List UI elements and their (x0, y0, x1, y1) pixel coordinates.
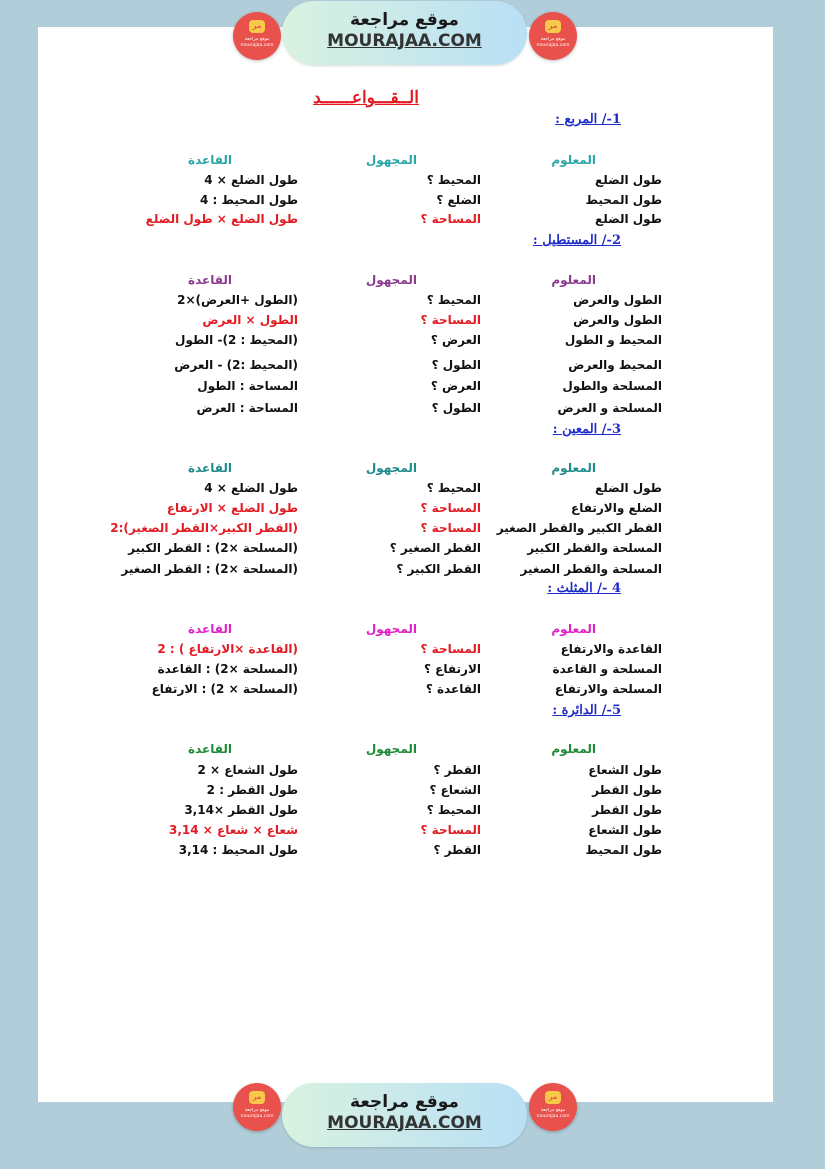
row-unknown: القطر الكبير ؟ (396, 562, 481, 576)
row-known: المحيط والعرض (568, 358, 662, 372)
logo-badge: ﻣﺮ (249, 1091, 265, 1104)
section-title-circle: 5-/ الدائرة : (552, 703, 621, 718)
logo-text: موقع مراجعة mourajaa.com (240, 1108, 274, 1119)
row-unknown: الطول ؟ (431, 401, 481, 415)
logo-badge: ﻣﺮ (545, 1091, 561, 1104)
row-known: القطر الكبير والقطر الصغير (496, 521, 662, 535)
logo-text: موقع مراجعة mourajaa.com (536, 37, 570, 48)
row-unknown: الضلع ؟ (436, 193, 481, 207)
row-rule: شعاع × شعاع × 3,14 (169, 823, 298, 837)
row-rule: طول المحيط : 3,14 (178, 843, 298, 857)
site-logo-bottom-left[interactable] (233, 1083, 281, 1131)
row-unknown: المحيط ؟ (426, 293, 481, 307)
row-unknown: المساحة ؟ (420, 521, 481, 535)
row-rule: طول الضلع × 4 (204, 481, 298, 495)
logo-badge: ﻣﺮ (249, 20, 265, 33)
row-known: المسلحة والارتفاع (554, 682, 662, 696)
row-unknown: المساحة ؟ (420, 823, 481, 837)
header-rule: القاعدة (188, 153, 232, 167)
header-known: المعلوم (551, 622, 596, 636)
row-rule: (المحيط : 2)- الطول (175, 333, 298, 347)
row-known: الطول والعرض (573, 313, 662, 327)
row-rule: طول الشعاع × 2 (197, 763, 298, 777)
row-known: طول القطر (592, 783, 662, 797)
row-rule: (القطر الكبير×القطر الصغير):2 (110, 521, 298, 535)
logo-text: موقع مراجعة mourajaa.com (240, 37, 274, 48)
row-rule: (المسلحة × 2) : الارتفاع (151, 682, 298, 696)
row-unknown: المحيط ؟ (426, 803, 481, 817)
site-banner-top[interactable] (282, 1, 527, 65)
row-rule: طول الضلع × 4 (204, 173, 298, 187)
section-title-rhombus: 3-/ المعين : (552, 422, 621, 437)
section-title-square: 1-/ المربع : (555, 112, 621, 127)
row-known: طول المحيط (585, 843, 662, 857)
row-known: المسلحة والقطر الصغير (520, 562, 662, 576)
header-unknown: المجهول (365, 742, 417, 756)
header-known: المعلوم (551, 153, 596, 167)
row-rule: الطول × العرض (202, 313, 298, 327)
row-known: طول الشعاع (588, 823, 662, 837)
row-unknown: القاعدة ؟ (425, 682, 481, 696)
header-rule: القاعدة (188, 742, 232, 756)
row-rule: طول الضلع × الارتفاع (166, 501, 298, 515)
row-unknown: المحيط ؟ (426, 481, 481, 495)
section-title-triangle: 4 -/ المثلث : (547, 581, 621, 596)
row-known: طول الضلع (595, 173, 662, 187)
row-known: المسلحة و القاعدة (552, 662, 662, 676)
header-unknown: المجهول (365, 461, 417, 475)
site-banner-bottom[interactable] (282, 1083, 527, 1147)
row-unknown: المحيط ؟ (426, 173, 481, 187)
header-unknown: المجهول (365, 153, 417, 167)
row-known: المحيط و الطول (564, 333, 662, 347)
row-rule: (المحيط :2) - العرض (174, 358, 298, 372)
row-rule: طول القطر ×3,14 (184, 803, 298, 817)
header-known: المعلوم (551, 742, 596, 756)
banner-latin-text[interactable]: MOURAJAA.COM (327, 1113, 482, 1133)
row-rule: (المسلحة ×2) : القاعدة (157, 662, 298, 676)
row-rule: المساحة : العرض (196, 401, 298, 415)
row-known: المسلحة و العرض (557, 401, 662, 415)
row-unknown: المساحة ؟ (420, 642, 481, 656)
row-unknown: القطر ؟ (433, 763, 481, 777)
row-known: الطول والعرض (573, 293, 662, 307)
banner-arabic-text: موقع مراجعة (350, 1092, 459, 1112)
row-known: طول القطر (592, 803, 662, 817)
logo-text: موقع مراجعة mourajaa.com (536, 1108, 570, 1119)
row-unknown: المساحة ؟ (420, 501, 481, 515)
banner-latin-text[interactable]: MOURAJAA.COM (327, 31, 482, 51)
logo-badge: ﻣﺮ (545, 20, 561, 33)
row-unknown: الارتفاع ؟ (424, 662, 481, 676)
row-rule: طول الضلع × طول الضلع (145, 212, 298, 226)
header-known: المعلوم (551, 461, 596, 475)
row-known: المسلحة والطول (562, 379, 662, 393)
row-unknown: المساحة ؟ (420, 212, 481, 226)
header-unknown: المجهول (365, 622, 417, 636)
row-known: طول الضلع (595, 481, 662, 495)
row-rule: المساحة : الطول (197, 379, 298, 393)
row-unknown: العرض ؟ (430, 333, 481, 347)
banner-arabic-text: موقع مراجعة (350, 10, 459, 30)
row-unknown: الطول ؟ (431, 358, 481, 372)
header-rule: القاعدة (188, 622, 232, 636)
row-unknown: القطر الصغير ؟ (389, 541, 481, 555)
row-rule: (الطول +العرض)×2 (177, 293, 298, 307)
row-known: القاعدة والارتفاع (560, 642, 662, 656)
row-known: المسلحة والقطر الكبير (527, 541, 662, 555)
header-unknown: المجهول (365, 273, 417, 287)
site-logo-bottom-right[interactable] (529, 1083, 577, 1131)
row-unknown: الشعاع ؟ (429, 783, 481, 797)
row-known: طول الضلع (595, 212, 662, 226)
row-rule: (المسلحة ×2) : القطر الكبير (128, 541, 298, 555)
site-logo-top-right[interactable] (529, 12, 577, 60)
header-rule: القاعدة (188, 461, 232, 475)
row-known: طول الشعاع (588, 763, 662, 777)
page-title: الــقـــواعــــــد (313, 88, 419, 108)
header-known: المعلوم (551, 273, 596, 287)
row-unknown: المساحة ؟ (420, 313, 481, 327)
row-known: طول المحيط (585, 193, 662, 207)
row-rule: (المسلحة ×2) : القطر الصغير (121, 562, 298, 576)
header-rule: القاعدة (188, 273, 232, 287)
section-title-rectangle: 2-/ المستطيل : (532, 233, 621, 248)
site-logo-top-left[interactable] (233, 12, 281, 60)
row-unknown: القطر ؟ (433, 843, 481, 857)
row-rule: طول المحيط : 4 (200, 193, 298, 207)
row-rule: طول القطر : 2 (206, 783, 298, 797)
row-unknown: العرض ؟ (430, 379, 481, 393)
row-known: الضلع والارتفاع (571, 501, 662, 515)
row-rule: (القاعدة ×الارتفاع ) : 2 (157, 642, 298, 656)
